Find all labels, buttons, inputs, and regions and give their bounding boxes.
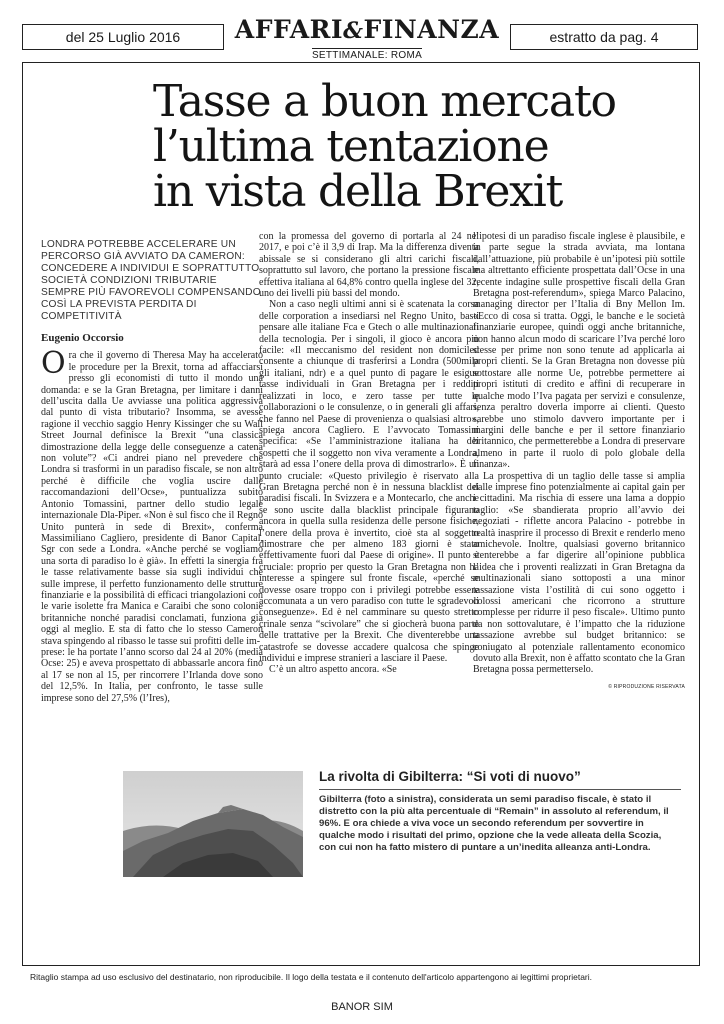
headline-line-2: l’ultima tentazione: [153, 121, 549, 172]
masthead-subtitle: SETTIMANALE: ROMA: [311, 50, 423, 61]
headline: [153, 76, 653, 217]
footer-label: BANOR SIM: [331, 1001, 393, 1013]
extract-box: [510, 24, 698, 50]
sidebar-text: Gibilterra (foto a sinistra), considerata un semi paradiso fiscale, è stato il distretto con la più alta percentuale di “Remain” in assoluto al referendum, il 96%. E ora chiede a viva voce un secondo referendum per sovvertire in qualche modo i risultati del primo, opzione che la vede alleata della Scozia, con cui non ha fatto mistero di puntare a un’inedita alleanza anti-Londra.: [319, 794, 669, 853]
rights-notice: © RIPRODUZIONE RISERVATA: [608, 683, 685, 690]
author: Eugenio Occorsio: [41, 332, 124, 344]
drop-cap: O: [41, 346, 66, 382]
rock-illustration: [123, 771, 303, 877]
headline-line-3: in vista della Brexit: [153, 166, 563, 217]
sidebar-divider: [319, 789, 681, 790]
publication-date: del 25 Luglio 2016: [65, 29, 181, 45]
extract-page: estratto da pag. 4: [549, 29, 659, 45]
paragraph: [41, 346, 263, 647]
paragraph: prese: le ha portate l’anno scorso dal 24 al 20% (media Ocse: 25) e aveva prospettato di abbassarle ancora fino al 17 se non al 15, per rincorrere l’Irlanda dove sono del 12,5%. In Italia, per confronto, le tasse sulle imprese sono del 27,5% (l’Ires),: [41, 646, 263, 704]
date-box: [22, 24, 224, 50]
paragraph: La prospettiva di un taglio delle tasse si amplia dalle imprese fino potenzialmente ai capital gain per i cittadini. Ma rischia di essere una lama a doppio taglio: «Se sbandierata proprio all’avvio dei negoziati - riflette ancora Palacino - potrebbe in realtà inasprire il processo di Brexit e renderlo meno amichevole. Inoltre, qualsiasi governo britannico stenterebbe a far digerire all’opinione pubblica l’idea che i proventi realizzati in Gran Bretagna da multinazionali siano sottoposti a una minor tassazione vista l’ostilità di cui sono oggetto i colossi americani che ricorrono a strutture complesse per ridurre il peso fiscale». Ultimo punto da non sottovalutare, è l’impatto che la riduzione tassazione avrebbe sul budget britannico: se coniugato al potenziale rallentamento economico dovuto alla Brexit, non è affatto scontato che la Gran Bretagna possa permetterselo.: [473, 470, 685, 676]
headline-line-1: Tasse a buon mercato: [153, 76, 616, 127]
gibraltar-photo: [123, 771, 303, 877]
logo-right: FINANZA: [363, 15, 500, 44]
paragraph: con la promessa del governo di portarla al 24 nel 2017, e poi c’è il 3,9 di Irap. Ma la differenza diventa abissale se si considerano gli altri carichi fiscali, soprattutto sul lavoro, che portano la pressione fiscale effettiva italiana al 64,8% contro quella inglese del 32, uno dei livelli più bassi del mondo.: [259, 231, 479, 300]
logo-left: AFFARI: [234, 15, 344, 44]
column-1: [41, 239, 263, 704]
logo-ampersand: &: [343, 18, 364, 44]
masthead-logo: [232, 16, 502, 45]
masthead: [232, 16, 502, 63]
column-2: [259, 231, 479, 676]
disclaimer: Ritaglio stampa ad uso esclusivo del destinatario, non riproducibile. Il logo della testata e il contenuto dell'articolo appartengono ai legittimi proprietari.: [30, 972, 593, 982]
paragraph-text: ra che il governo di Theresa May ha accelerato le procedure per la Brexit, torna ad affacciarsi presso gli economisti di tutto il mondo una domanda: e se la Gran Bretagna, per limitare i danni dell’uscita dalla Ue avviasse una politica aggressiva dal punto di vista tributario? Insomma, se avesse ragione il vecchio saggio Henry Kissinger che su Wall Street Journal definisce la Brexit “una classica dimostrazione della legge delle conseguenze a catena non volute”? «Ci andrei piano nel prevedere che Londra si trasformi in un paradiso fiscale, se non altro perché è difficile che voglia uscire dalle raccomandazioni dell’Ocse», puntualizza subito Antonio Tomassini, partner dello studio legale internazionale Dla-Piper. «Non è sul fisco che il Regno Unito punterà in sede di Brexit», conferma Massimiliano Cagliero, presidente di Banor Capital, Sgr con sede a Londra. «Anche perché se vogliamo una sorta di paradiso lo è già». In effetti la sinergia fra le tasse relativamente basse sia sugli individui che sulle imprese, il perfetto funzionamento delle strutture finanziarie e la possibilità di efficaci triangolazioni con le varie isolette fra Manica e Caraibi che sono colonie britanniche nonché paradisi conclamati, funziona già oggi al meglio. E sta di fatto che lo stesso Cameron stava spingendo al ribasso le tasse sui profitti delle im-: [41, 350, 263, 647]
paragraph: Non a caso negli ultimi anni si è scatenata la corsa delle corporation a insediarsi nel Regno Unito, basti pensare alle italiane Fca e Gtech o alle multinazionali della tecnologia. Per i singoli, il gioco è ancora più facile: «Il meccanismo del resident non domiciled consente a chiunque di trasferirsi a Londra (500mila gli italiani, ndr) e a quel punto di pagare le esigue tasse individuali in Gran Bretagna per i redditi realizzati in loco, e zero tasse per tutte le collaborazioni o le consulenze, o in generali gli affari, che fanno nel Paese di provenienza o qualsiasi altro», spiega ancora Cagliero. E l’avvocato Tomassini specifica: «Se l’amministrazione italiana ha dei sospetti che il soggetto non viva veramente a Londra, starà ad essa l’onere della prova di dimostrarlo». È un punto cruciale: «Questo privilegio è riservato alla Gran Bretagna perché non è in nessuna blacklist dei paradisi fiscali. In Svizzera e a Montecarlo, che anche se sono uscite dalla blacklist principale figurano ancora in quella sulla residenza delle persone fisiche, l’onere della prova è invertito, cioè sta al soggetto dimostrare che per almeno 183 giorni è stato effettivamente fuori dal Paese di origine». Il punto è cruciale: proprio per questo la Gran Bretagna non ha interesse a spingere sul fronte fiscale, «perché se dovesse osare troppo con i privilegi potrebbe essere accomunata a un vero paradiso con tutte le sgradevoli conseguenze». Ed è nel camminare su questo stretto crinale senza “scivolare” che si giocherà buona parte delle trattative per la Brexit. Che diventerebbe una catastrofe se dovesse accadere qualcosa che spinge individui e imprese stranieri a lasciare il Paese.: [259, 299, 479, 665]
paragraph: C’è un altro aspetto ancora. «Se: [269, 664, 397, 676]
paragraph: l’ipotesi di un paradiso fiscale inglese è plausibile, e in parte segue la strada avviata, ma lontana dall’attuazione, più probabile è un’ipotesi più sottile ma altrettanto efficiente prospettata dall’Ocse in una recente indagine sulle prospettive fiscali della Gran Bretagna post-referendum», spiega Marco Palacino, managing director per l’Italia di Bny Mellon Im. «Ecco di cosa si tratta. Oggi, le banche e le società finanziarie europee, quindi oggi anche britanniche, non hanno alcun modo di scaricare l’Iva perché loro stesse per prime non sono tenute ad applicarla ai propri clienti. Se la Gran Bretagna non dovesse più sottostare alle norme Ue, potrebbe permettere ai propri istituti di credito e affini di recuperare in qualche modo l’Iva pagata per servizi e consulenze, senza peraltro doverla imporre ai clienti. Questo sarebbe uno stimolo davvero importante per i margini delle banche e per il settore finanziario britannico, che permetterebbe a Londra di preservare almeno in parte il ruolo di polo globale della finanza».: [473, 231, 685, 471]
sidebar-box: [123, 769, 683, 881]
summary: LONDRA POTREBBE ACCELERARE UN PERCORSO GIÀ AVVIATO DA CAMERON: CONCEDERE A INDIVIDUI E SOPRATTUTTO SOCIETÀ CONDIZIONI TRIBUTARIE SEMPRE PIÙ FAVOREVOLI COMPENSANDO COSÌ LA PREVISTA PERDITA DI COMPETITIVITÀ: [41, 239, 261, 322]
column-3: [473, 231, 685, 693]
article-frame: [22, 62, 700, 966]
sidebar-title: La rivolta di Gibilterra: “Si voti di nuovo”: [319, 769, 581, 784]
